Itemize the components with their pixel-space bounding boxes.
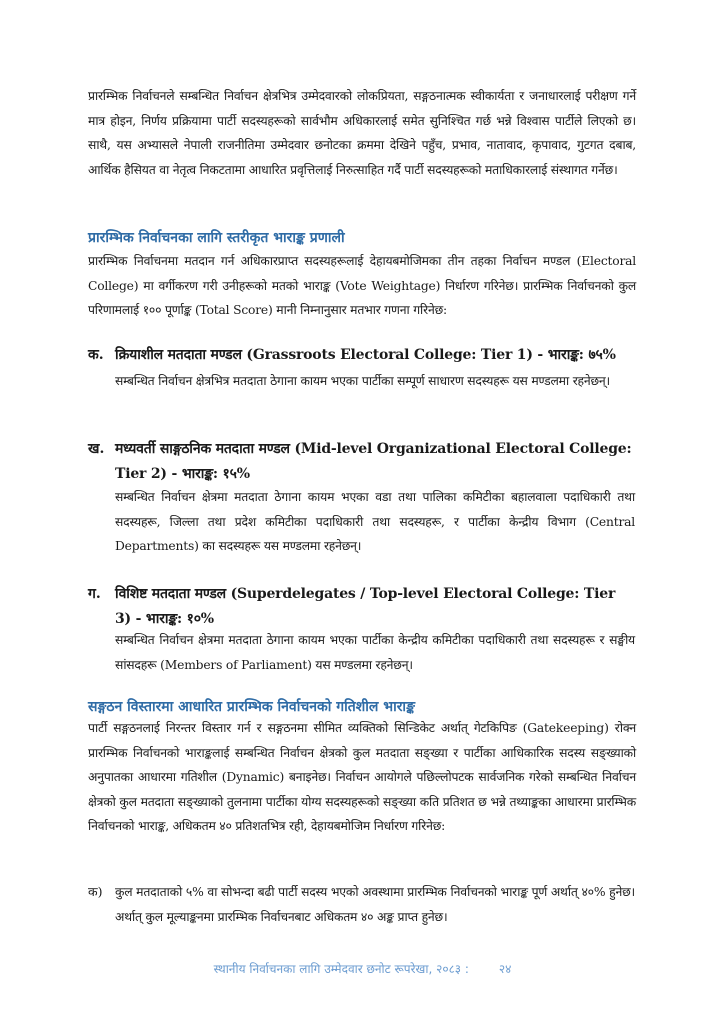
item-marker-ga: ग.: [88, 586, 101, 602]
item-marker-ka: क.: [88, 347, 104, 363]
list-item-body: कुल मतदाताको ५% वा सोभन्दा बढी पार्टी सदस्य भएको अवस्थामा प्रारम्भिक निर्वाचनको भाराङ्क पूर्ण अर्थात् ४०% हुनेछ। अर्थात् कुल मूल्याङ्कनमा प्रारम्भिक निर्वाचनबाट अधिकतम ४० अङ्क प्राप्त हुनेछ।: [115, 885, 635, 924]
section2-heading: सङ्गठन विस्तारमा आधारित प्रारम्भिक निर्वाचनको गतिशील भाराङ्क: [88, 699, 415, 715]
item-body-tier3: सम्बन्धित निर्वाचन क्षेत्रमा मतदाता ठेगाना कायम भएका पार्टीका केन्द्रीय कमिटीका पदाधिकारी तथा सदस्यहरू र सङ्घीय सांसदहरू (Members of Parliament) यस मण्डलमा रहनेछन्।: [115, 633, 635, 672]
item-title-tier3: विशिष्ट मतदाता मण्डल (Superdelegates / Top-level Electoral College: Tier 3) - भाराङ्क: १०%: [115, 586, 616, 627]
footer-title: स्थानीय निर्वाचनका लागि उम्मेदवार छनोट रूपरेखा, २०८३ :: [213, 962, 469, 976]
section1-heading: प्रारम्भिक निर्वाचनका लागि स्तरीकृत भाराङ्क प्रणाली: [88, 230, 345, 246]
item-title-tier1: क्रियाशील मतदाता मण्डल (Grassroots Electoral College: Tier 1) - भाराङ्क: ७५%: [115, 347, 616, 363]
section1-paragraph: प्रारम्भिक निर्वाचनमा मतदान गर्न अधिकारप्राप्त सदस्यहरूलाई देहायबमोजिमका तीन तहका निर्वाचन मण्डल (Electoral College) मा वर्गीकरण गरी उनीहरूको मतको भाराङ्क (Vote Weightage) निर्धारण गरिनेछ। प्रारम्भिक निर्वाचनको कुल परिणामलाई १०० पूर्णाङ्क (Total Score) मानी निम्नानुसार मतभार गणना गरिनेछ:: [88, 254, 636, 317]
list-marker-ka: क): [88, 884, 103, 899]
page-footer: [0, 960, 725, 977]
item-body-tier1: सम्बन्धित निर्वाचन क्षेत्रभित्र मतदाता ठेगाना कायम भएका पार्टीका सम्पूर्ण साधारण सदस्यहरू यस मण्डलमा रहनेछन्।: [115, 374, 611, 388]
intro-paragraph: प्रारम्भिक निर्वाचनले सम्बन्धित निर्वाचन क्षेत्रभित्र उम्मेदवारको लोकप्रियता, सङ्गठनात्मक स्वीकार्यता र जनाधारलाई परीक्षण गर्ने मात्र होइन, निर्णय प्रक्रियामा पार्टी सदस्यहरूको सार्वभौम अधिकारलाई समेत सुनिश्चित गर्छ भन्ने विश्वास पार्टीले लिएको छ। साथै, यस अभ्यासले नेपाली राजनीतिमा उम्मेदवार छनोटका क्रममा देखिने पहुँच, प्रभाव, नातावाद, कृपावाद, गुटगत दबाब, आर्थिक हैसियत वा नेतृत्व निकटतामा आधारित प्रवृत्तिलाई निरुत्साहित गर्दै पार्टी सदस्यहरूको मताधिकारलाई संस्थागत गर्नेछ।: [88, 89, 636, 177]
item-body-tier2: सम्बन्धित निर्वाचन क्षेत्रमा मतदाता ठेगाना कायम भएका वडा तथा पालिका कमिटीका बहालवाला पदाधिकारी तथा सदस्यहरू, जिल्ला तथा प्रदेश कमिटीका पदाधिकारी तथा सदस्यहरू, र पार्टीका केन्द्रीय विभाग (Central Departments) का सदस्यहरू यस मण्डलमा रहनेछन्।: [115, 490, 635, 553]
section2-paragraph: पार्टी सङ्गठनलाई निरन्तर विस्तार गर्न र सङ्गठनमा सीमित व्यक्तिको सिन्डिकेट अर्थात् गेटकिपिङ (Gatekeeping) रोक्न प्रारम्भिक निर्वाचनको भाराङ्कलाई सम्बन्धित निर्वाचन क्षेत्रको कुल मतदाता सङ्ख्या र पार्टीका आधिकारिक सदस्य सङ्ख्याको अनुपातका आधारमा गतिशील (Dynamic) बनाइनेछ। निर्वाचन आयोगले पछिल्लोपटक सार्वजनिक गरेको सम्बन्धित निर्वाचन क्षेत्रको कुल मतदाता सङ्ख्याको तुलनामा पार्टीका योग्य सदस्यहरूको सङ्ख्या कति प्रतिशत छ भन्ने तथ्याङ्कका आधारमा प्रारम्भिक निर्वाचनको भाराङ्क, अधिकतम ४० प्रतिशतभित्र रही, देहायबमोजिम निर्धारण गरिनेछ:: [88, 721, 636, 833]
page-number: २४: [498, 962, 512, 976]
item-title-tier2: मध्यवर्ती साङ्गठनिक मतदाता मण्डल (Mid-level Organizational Electoral College: Tier 2) - भाराङ्क: १५%: [115, 441, 632, 482]
item-marker-kha: ख.: [88, 441, 105, 457]
